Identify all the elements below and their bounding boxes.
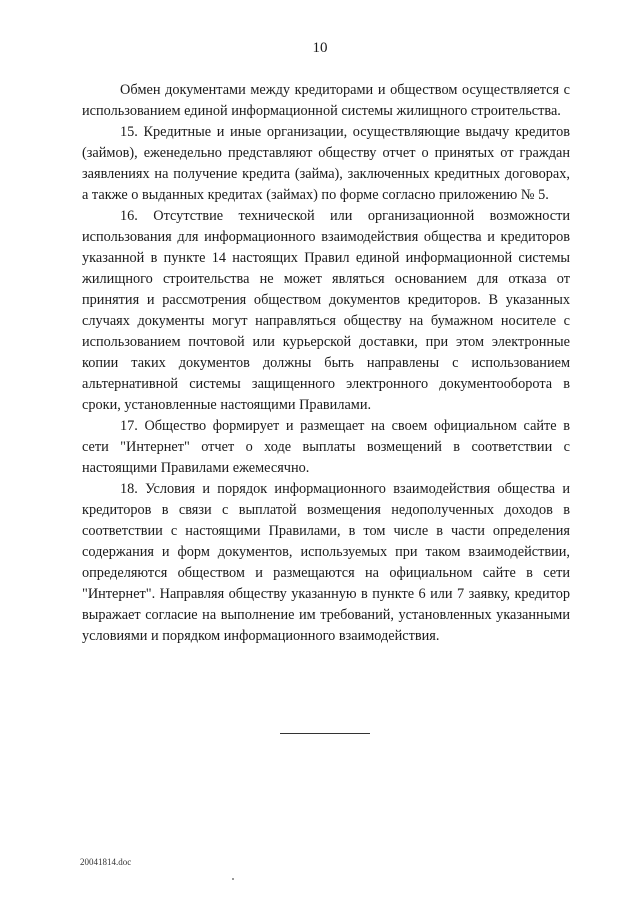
paragraph-16: 16. Отсутствие технической или организационной возможности использования для информационного взаимодействия общества и кредиторов указанной в пункте 14 настоящих Правил единой информационной системы жилищного строительства не может являться основанием для отказа от принятия и рассмотрения обществом документов кредиторов. В указанных случаях документы могут направляться обществу на бумажном носителе с использованием почтовой или курьерской доставки, при этом электронные копии таких документов должны быть направлены с использованием альтернативной системы защищенного электронного документооборота в сроки, установленные настоящими Правилами. <box>82 208 570 413</box>
paragraph-18: 18. Условия и порядок информационного взаимодействия общества и кредиторов в связи с выплатой возмещения недополученных доходов в соответствии с настоящими Правилами, в том числе в части определения содержания и форм документов, используемых при таком взаимодействии, определяются обществом и размещаются на официальном сайте в сети "Интернет". Направляя обществу указанную в пункте 6 или 7 заявку, кредитор выражает согласие на выполнение им требований, установленных указанными условиями и порядком информационного взаимодействия. <box>82 481 570 644</box>
scan-speck <box>232 878 234 880</box>
paragraph-exchange: Обмен документами между кредиторами и обществом осуществляется с использованием единой информационной системы жилищного строительства. <box>82 82 570 119</box>
paragraph-15: 15. Кредитные и иные организации, осуществляющие выдачу кредитов (займов), еженедельно представляют обществу отчет о принятых от граждан заявлениях на получение кредита (займа), заключенных кредитных договорах, а также о выданных кредитах (займах) по форме согласно приложению № 5. <box>82 124 570 203</box>
document-body <box>82 80 570 647</box>
end-separator-line <box>280 733 370 734</box>
file-reference: 20041814.doc <box>80 857 132 867</box>
paragraph-17: 17. Общество формирует и размещает на своем официальном сайте в сети "Интернет" отчет о ходе выплаты возмещений в соответствии с настоящими Правилами ежемесячно. <box>82 418 570 476</box>
page-number: 10 <box>312 40 328 56</box>
